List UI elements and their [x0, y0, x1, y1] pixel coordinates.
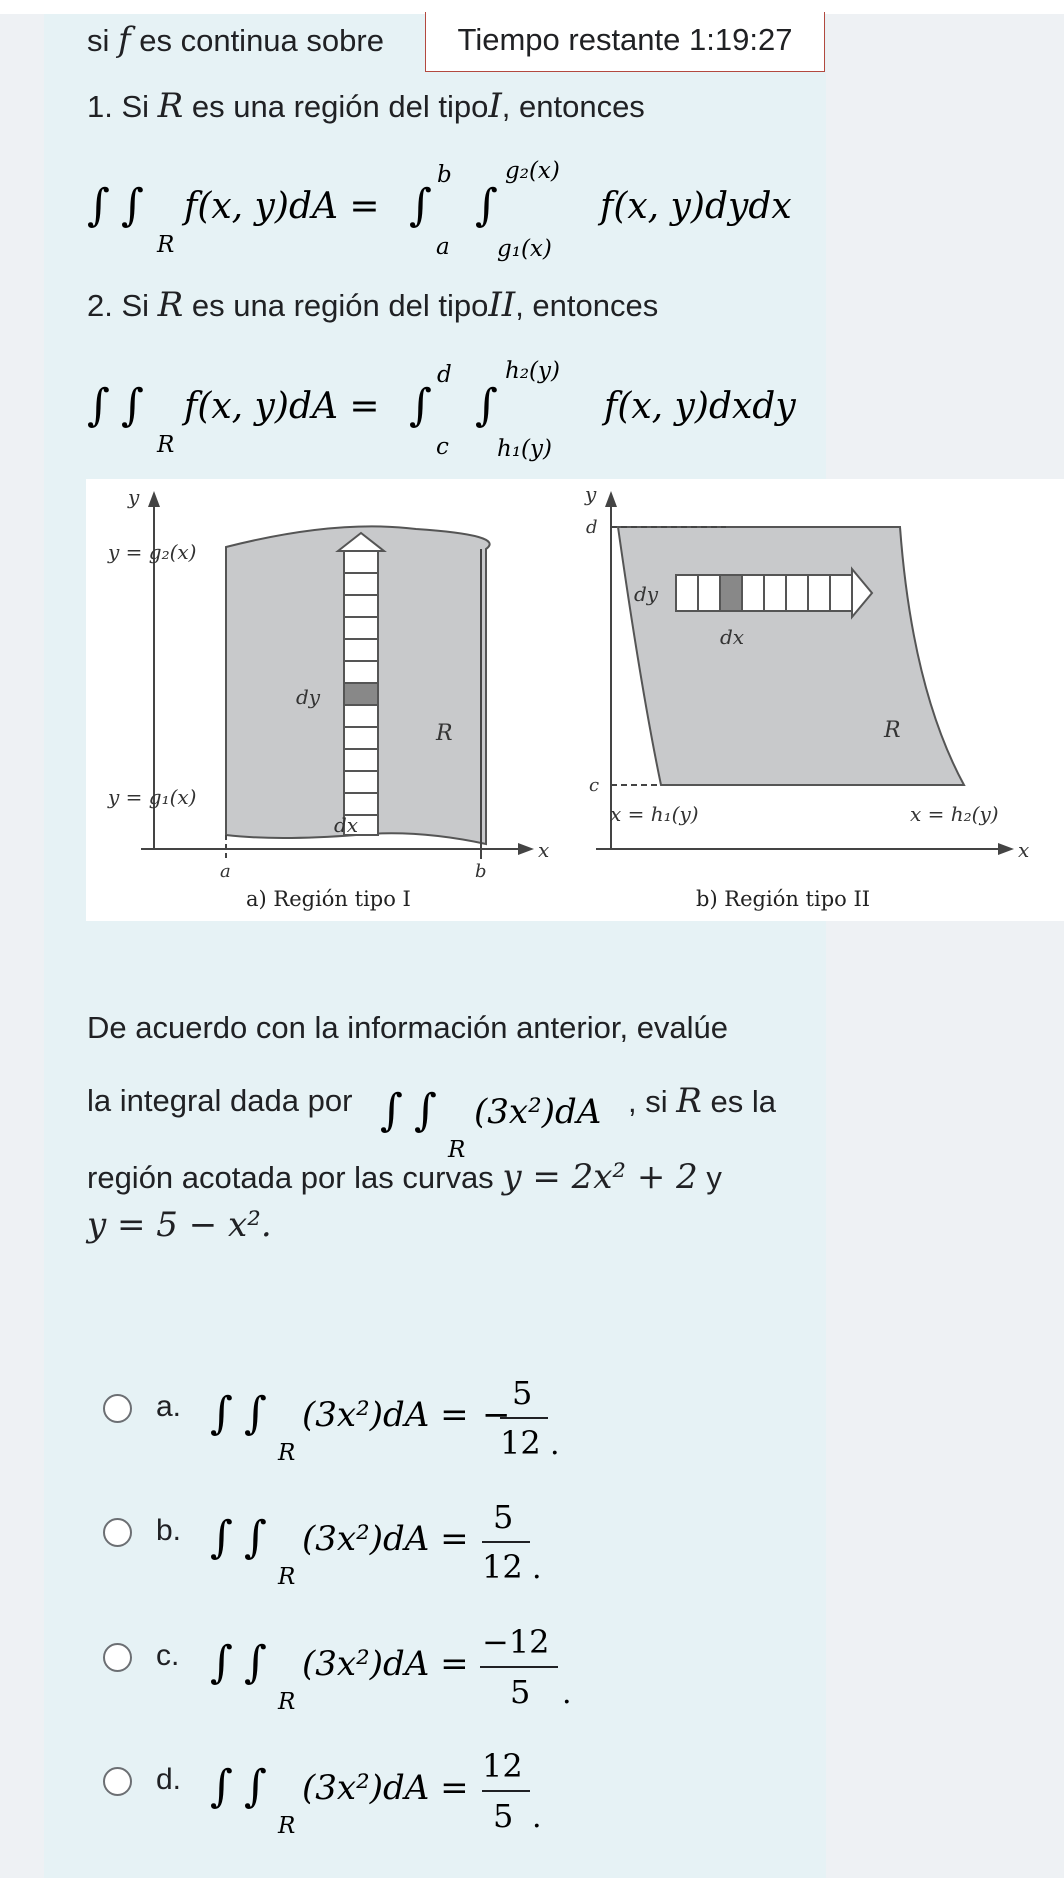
- dy-label-1: dy: [296, 685, 321, 709]
- option-c-radio[interactable]: [103, 1643, 132, 1672]
- x-axis-label-2: x: [1018, 838, 1030, 862]
- svg-text:R: R: [448, 1137, 466, 1163]
- item1-heading: [87, 86, 645, 127]
- svg-text:∫: ∫: [475, 380, 498, 431]
- svg-text:∫: ∫: [121, 380, 144, 431]
- question-line2-prefix: la integral dada por: [87, 1083, 353, 1118]
- option-a-sign: −: [482, 1395, 511, 1435]
- option-a-denominator: 12: [500, 1424, 541, 1462]
- option-d-radio[interactable]: [103, 1767, 132, 1796]
- option-a-radio[interactable]: [103, 1394, 132, 1423]
- item2-middle: es una región del tipo: [191, 288, 489, 323]
- svg-text:f(x, y)dxdy: f(x, y)dxdy: [604, 386, 796, 427]
- question-line1-text: De acuerdo con la información anterior, evalúe: [87, 1010, 729, 1045]
- question-line3-suffix: y: [706, 1160, 722, 1195]
- option-a-numerator: 5: [512, 1374, 533, 1412]
- dy-label-2: dy: [634, 582, 659, 606]
- x-axis-arrow-2: [998, 843, 1014, 855]
- item2-type: II: [488, 285, 516, 325]
- option-d-letter: d.: [156, 1763, 182, 1796]
- svg-text:g₁(x): g₁(x): [497, 236, 552, 262]
- svg-text:∫: ∫: [475, 180, 498, 231]
- svg-text:R: R: [157, 432, 175, 458]
- svg-text:.: .: [532, 1800, 542, 1835]
- item2-prefix: 2. Si: [87, 288, 150, 323]
- region-types-figure: [86, 479, 1064, 921]
- y-axis-label-2: y: [585, 482, 597, 506]
- dx-label-1: dx: [334, 813, 359, 837]
- option-b-formula: [210, 1480, 670, 1600]
- intro-prefix: si: [87, 23, 110, 58]
- item1-prefix: 1. Si: [87, 89, 150, 124]
- y-axis-arrow-2: [605, 491, 617, 507]
- item1-type: I: [488, 86, 502, 126]
- item2-suffix: , entonces: [515, 288, 659, 323]
- y-axis-label-1: y: [128, 485, 140, 509]
- svg-text:c: c: [436, 434, 449, 460]
- svg-text:b: b: [437, 162, 452, 188]
- svg-text:R: R: [278, 1440, 296, 1466]
- option-b-radio[interactable]: [103, 1518, 132, 1547]
- svg-text:h₂(y): h₂(y): [505, 358, 560, 384]
- svg-text:f(x, y)dA =: f(x, y)dA =: [184, 186, 380, 227]
- region-label-2: R: [884, 718, 901, 743]
- svg-text:.: .: [550, 1427, 560, 1462]
- question-var-r: R: [676, 1081, 702, 1121]
- vertical-strip: [344, 551, 378, 835]
- question-line-4: [87, 1205, 272, 1246]
- svg-text:∫: ∫: [121, 180, 144, 231]
- svg-text:f(x, y)dA =: f(x, y)dA =: [184, 386, 380, 427]
- question-line-3: [87, 1157, 722, 1198]
- question-line-2: [87, 1081, 352, 1121]
- question-line2-suffix: es la: [710, 1084, 776, 1119]
- svg-text:f(x, y)dydx: f(x, y)dydx: [600, 186, 792, 227]
- c-label: c: [589, 775, 600, 796]
- lower-curve-label: y = g₁(x): [108, 785, 197, 809]
- svg-text:R: R: [278, 1689, 296, 1715]
- option-c-numerator: −12: [482, 1623, 550, 1661]
- option-a-formula: [210, 1356, 670, 1476]
- svg-text:∫: ∫: [380, 1085, 403, 1136]
- option-d-formula: [210, 1729, 670, 1849]
- intro-suffix: es continua sobre: [139, 23, 384, 58]
- right-curve-label: x = h₂(y): [910, 802, 999, 826]
- b-label: b: [475, 861, 487, 882]
- question-line-2-tail: [628, 1081, 776, 1122]
- svg-text:∫: ∫: [244, 1388, 267, 1439]
- region-type-2-diagram: [584, 482, 1029, 911]
- item1-middle: es una región del tipo: [191, 89, 489, 124]
- question-line2-middle: , si: [628, 1084, 668, 1119]
- question-line3-prefix: región acotada por las curvas: [87, 1160, 494, 1195]
- item2-formula: [87, 348, 827, 468]
- timer-label: Tiempo restante: [457, 22, 681, 57]
- option-c-denominator: 5: [510, 1673, 531, 1711]
- svg-text:h₁(y): h₁(y): [497, 436, 552, 462]
- question-line-1: [87, 1008, 728, 1048]
- left-curve-label: x = h₁(y): [610, 802, 699, 826]
- intro-line: [87, 20, 384, 61]
- svg-text:a: a: [436, 234, 450, 260]
- svg-text:∫: ∫: [87, 180, 110, 231]
- svg-text:∫: ∫: [87, 380, 110, 431]
- svg-text:∫: ∫: [244, 1637, 267, 1688]
- item2-heading: [87, 285, 658, 326]
- timer-value: 1:19:27: [689, 22, 793, 57]
- svg-text:g₂(x): g₂(x): [505, 158, 560, 184]
- caption-type-2: b) Región tipo II: [696, 887, 871, 911]
- svg-text:∫: ∫: [210, 1761, 233, 1812]
- svg-text:(3x²)dA =: (3x²)dA =: [302, 1519, 469, 1559]
- item2-var-r: R: [157, 285, 184, 325]
- svg-text:R: R: [157, 232, 175, 258]
- item1-formula: [87, 148, 827, 268]
- option-b-numerator: 5: [493, 1498, 514, 1536]
- x-axis-arrow-1: [518, 843, 534, 855]
- region-2-shape: [618, 527, 964, 785]
- svg-text:∫: ∫: [210, 1388, 233, 1439]
- svg-text:(3x²)dA =: (3x²)dA =: [302, 1768, 469, 1808]
- svg-text:(3x²)dA: (3x²)dA: [474, 1092, 602, 1132]
- option-b-letter: b.: [156, 1514, 182, 1547]
- svg-text:∫: ∫: [409, 380, 432, 431]
- svg-text:∫: ∫: [414, 1085, 437, 1136]
- option-a-letter: a.: [156, 1390, 182, 1423]
- upper-curve-label: y = g₂(x): [108, 540, 197, 564]
- caption-type-1: a) Región tipo I: [246, 887, 411, 911]
- svg-text:∫: ∫: [210, 1637, 233, 1688]
- item1-var-r: R: [157, 86, 184, 126]
- region-type-1-diagram: [107, 485, 549, 911]
- svg-text:∫: ∫: [210, 1512, 233, 1563]
- d-label: d: [586, 517, 598, 538]
- svg-text:.: .: [562, 1676, 572, 1711]
- curve-2: y = 5 − x².: [87, 1205, 272, 1245]
- svg-text:d: d: [437, 362, 452, 388]
- svg-text:R: R: [278, 1564, 296, 1590]
- horizontal-strip: [676, 575, 852, 611]
- intro-var-f: f: [118, 20, 131, 60]
- question-integral: [380, 1053, 630, 1163]
- svg-text:R: R: [278, 1813, 296, 1839]
- svg-text:.: .: [532, 1551, 542, 1586]
- option-c-letter: c.: [156, 1639, 180, 1672]
- option-c-formula: [210, 1605, 670, 1725]
- svg-text:∫: ∫: [409, 180, 432, 231]
- option-b-denominator: 12: [482, 1548, 523, 1586]
- y-axis-arrow-1: [148, 491, 160, 507]
- svg-text:∫: ∫: [244, 1761, 267, 1812]
- item1-suffix: , entonces: [501, 89, 645, 124]
- region-label-1: R: [436, 721, 453, 746]
- curve-1: y = 2x² + 2: [502, 1157, 698, 1197]
- a-label: a: [220, 861, 231, 882]
- svg-text:∫: ∫: [244, 1512, 267, 1563]
- dx-label-2: dx: [720, 625, 745, 649]
- svg-text:(3x²)dA =: (3x²)dA =: [302, 1395, 469, 1435]
- time-remaining-box: [425, 12, 825, 72]
- x-axis-label-1: x: [538, 838, 550, 862]
- svg-text:(3x²)dA =: (3x²)dA =: [302, 1644, 469, 1684]
- option-d-denominator: 5: [493, 1797, 514, 1835]
- option-d-numerator: 12: [482, 1747, 523, 1785]
